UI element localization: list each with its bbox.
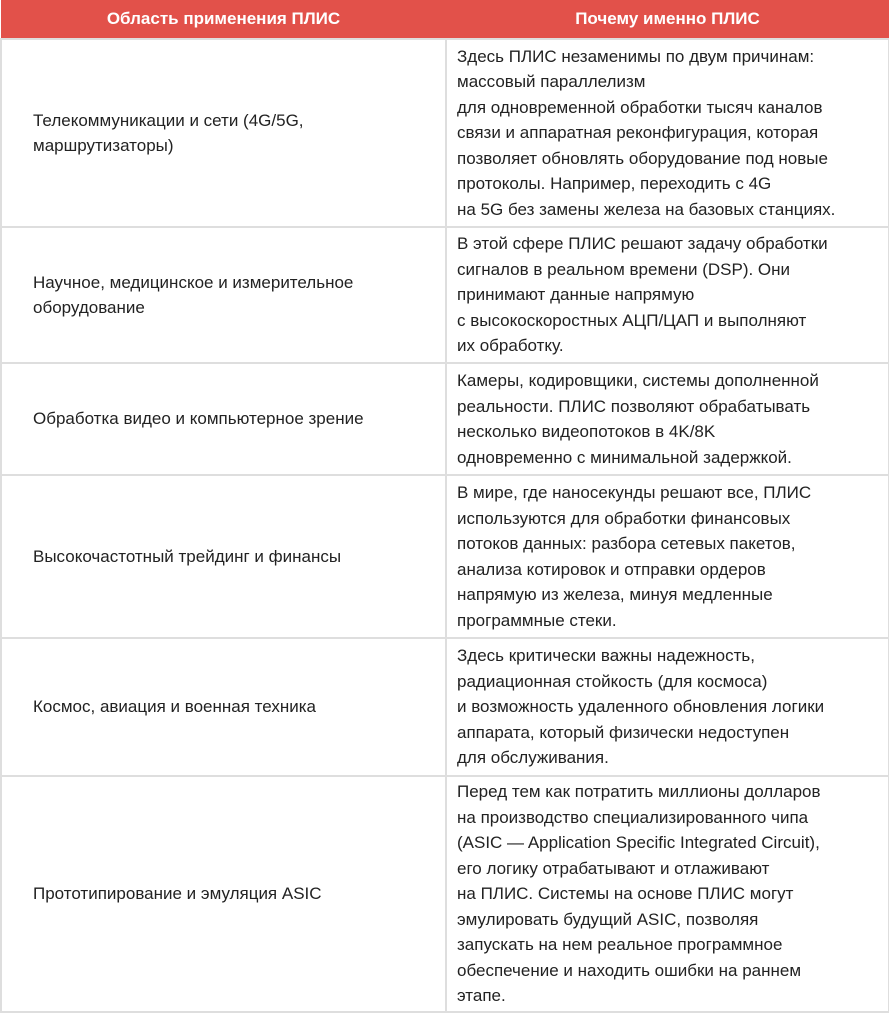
cell-application-area: Высокочастотный трейдинг и финансы [1, 475, 446, 638]
reason-text-line: В этой сфере ПЛИС решают задачу обработки [457, 234, 828, 254]
reason-text-line: связи и аппаратная реконфигурация, которая [457, 123, 819, 143]
reason-text-line: запускать на нем реальное программное [457, 935, 783, 955]
reason-text-line: Здесь ПЛИС незаменимы по двум причинам: [457, 46, 815, 66]
reason-text-line: на ПЛИС. Системы на основе ПЛИС могут [457, 884, 794, 904]
reason-text-line: программные стеки. [457, 610, 617, 630]
reason-text-line: потоков данных: разбора сетевых пакетов, [457, 534, 796, 553]
reason-text-line: его логику отрабатывают и отлаживают [457, 858, 770, 878]
table-header-row [1, 0, 889, 39]
table-row [1, 475, 889, 638]
reason-text-line: используются для обработки финансовых [457, 508, 791, 528]
cell-application-area: Телекоммуникации и сети (4G/5G, маршрутизаторы) [1, 39, 446, 227]
cell-reason [446, 363, 889, 475]
cell-reason [446, 475, 889, 638]
reason-text-line: радиационная стойкость (для космоса) [457, 671, 768, 691]
reason-text-line: Камеры, кодировщики, системы дополненной [457, 371, 819, 390]
column-header-reason: Почему именно ПЛИС [446, 0, 889, 39]
reason-text-line: этапе. [457, 986, 506, 1006]
reason-text-line: Перед тем как потратить миллионы долларов [457, 782, 821, 802]
cell-application-area: Научное, медицинское и измерительное оборудование [1, 227, 446, 363]
cell-reason [446, 39, 889, 227]
reason-text-line: одновременно с минимальной задержкой. [457, 447, 792, 467]
reason-text-line: на производство специализированного чипа [457, 807, 809, 827]
table-row [1, 227, 889, 363]
table-row [1, 39, 889, 227]
reason-text-line: принимают данные напрямую [457, 285, 695, 305]
reason-text-line: для обслуживания. [457, 748, 609, 768]
reason-text-line: массовый параллелизм [457, 72, 646, 92]
cell-reason [446, 227, 889, 363]
table-row [1, 638, 889, 776]
table-row [1, 363, 889, 475]
reason-text-line: и возможность удаленного обновления логики [457, 697, 825, 717]
reason-text-line: позволяет обновлять оборудование под новые [457, 148, 828, 168]
cell-application-area: Обработка видео и компьютерное зрение [1, 363, 446, 475]
reason-text-line: сигналов в реальном времени (DSP). Они [457, 259, 791, 279]
reason-text-line: (ASIC — Application Specific Integrated Circuit), [457, 833, 820, 853]
reason-text-line: несколько видеопотоков в 4K/8K [457, 422, 716, 441]
reason-text-line: реальности. ПЛИС позволяют обрабатывать [457, 396, 811, 416]
reason-text-line: анализа котировок и отправки ордеров [457, 559, 766, 579]
reason-text-line: эмулировать будущий ASIC, позволяя [457, 909, 759, 929]
reason-text-line: аппарата, который физически недоступен [457, 722, 790, 742]
reason-text-line: напрямую из железа, минуя медленные [457, 585, 773, 604]
reason-text-line: на 5G без замены железа на базовых станциях. [457, 199, 836, 219]
column-header-area: Область применения ПЛИС [1, 0, 446, 39]
reason-text-line: В мире, где наносекунды решают все, ПЛИС [457, 483, 812, 502]
reason-text-line: протоколы. Например, переходить с 4G [457, 174, 772, 194]
cell-reason [446, 638, 889, 776]
cell-reason [446, 776, 889, 1012]
cell-application-area: Космос, авиация и военная техника [1, 638, 446, 776]
reason-text-line: для одновременной обработки тысяч каналов [457, 97, 823, 117]
cell-application-area: Прототипирование и эмуляция ASIC [1, 776, 446, 1012]
reason-text-line: с высокоскоростных АЦП/ЦАП и выполняют [457, 310, 807, 330]
reason-text-line: их обработку. [457, 336, 564, 356]
reason-text-line: обеспечение и находить ошибки на раннем [457, 960, 802, 980]
reason-text-line: Здесь критически важны надежность, [457, 646, 755, 666]
table-row [1, 776, 889, 1012]
